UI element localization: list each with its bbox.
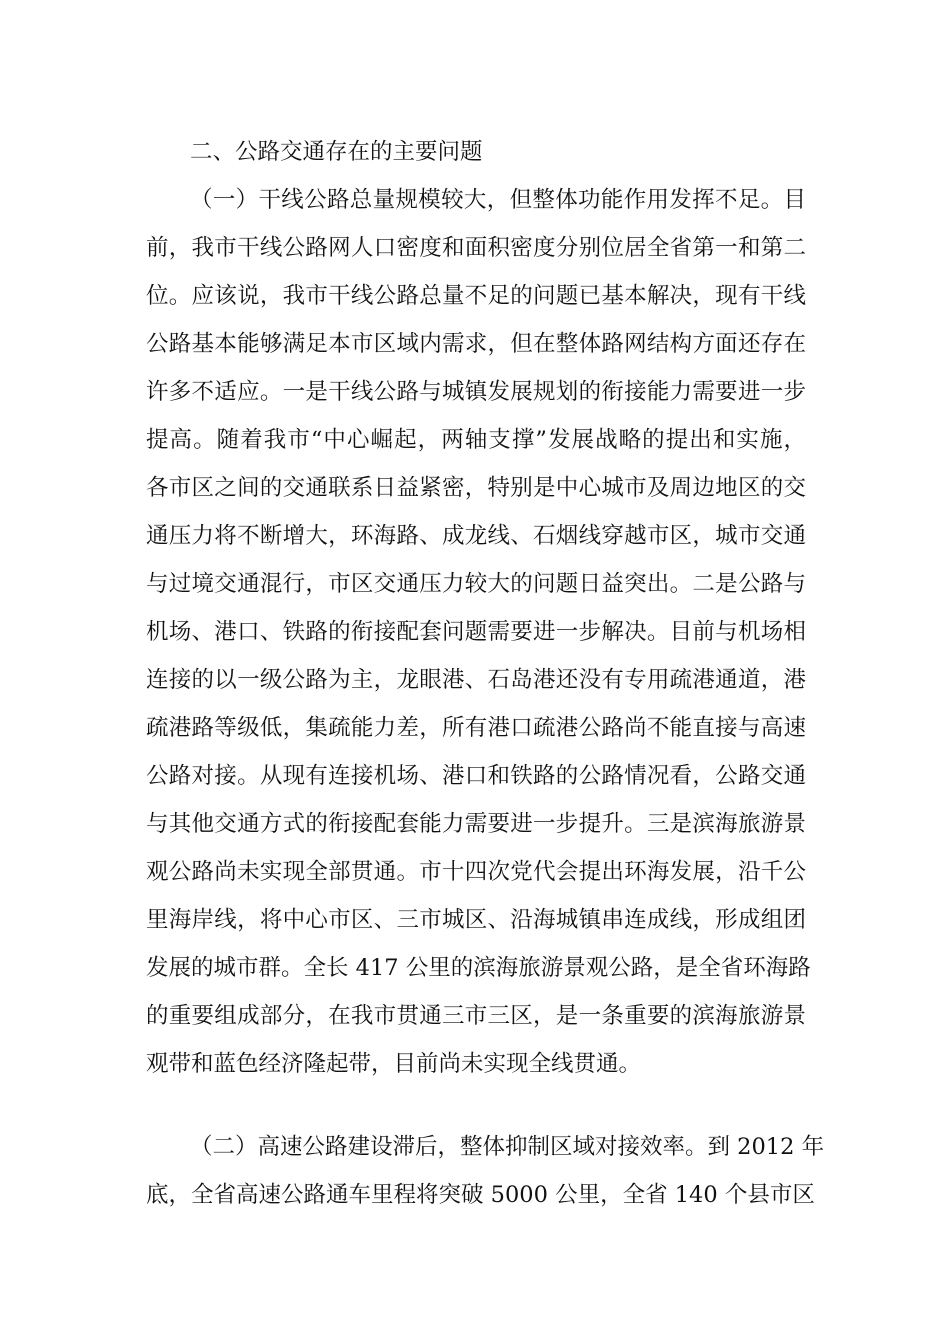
paragraph-line: （一）干线公路总量规模较大，但整体功能作用发挥不足。目 <box>190 187 806 213</box>
paragraph-line: 连接的以一级公路为主，龙眼港、石岛港还没有专用疏港通道，港 <box>146 667 806 693</box>
paragraph-line: 前，我市干线公路网人口密度和面积密度分别位居全省第一和第二 <box>146 235 806 261</box>
paragraph-line: 公路对接。从现有连接机场、港口和铁路的公路情况看，公路交通 <box>146 763 806 789</box>
paragraph-line: 疏港路等级低，集疏能力差，所有港口疏港公路尚不能直接与高速 <box>146 715 806 741</box>
paragraph-line: 许多不适应。一是干线公路与城镇发展规划的衔接能力需要进一步 <box>146 379 806 405</box>
paragraph-line: 各市区之间的交通联系日益紧密，特别是中心城市及周边地区的交 <box>146 475 806 501</box>
paragraph-line: 与过境交通混行，市区交通压力较大的问题日益突出。二是公路与 <box>146 571 806 597</box>
paragraph-line: 机场、港口、铁路的衔接配套问题需要进一步解决。目前与机场相 <box>146 619 806 645</box>
paragraph-line: （二）高速公路建设滞后，整体抑制区域对接效率。到 2012 年 <box>190 1134 825 1160</box>
paragraph-line: 位。应该说，我市干线公路总量不足的问题已基本解决，现有干线 <box>146 283 806 309</box>
paragraph-line: 的重要组成部分，在我市贯通三市三区，是一条重要的滨海旅游景 <box>146 1003 806 1029</box>
paragraph-line: 与其他交通方式的衔接配套能力需要进一步提升。三是滨海旅游景 <box>146 811 806 837</box>
paragraph-line: 发展的城市群。全长 417 公里的滨海旅游景观公路，是全省环海路 <box>146 955 811 981</box>
paragraph-line: 观带和蓝色经济隆起带，目前尚未实现全线贯通。 <box>146 1051 642 1077</box>
paragraph-line: 里海岸线，将中心市区、三市城区、沿海城镇串连成线，形成组团 <box>146 907 806 933</box>
paragraph-line: 公路基本能够满足本市区域内需求，但在整体路网结构方面还存在 <box>146 331 806 357</box>
section-heading: 二、公路交通存在的主要问题 <box>190 139 483 165</box>
paragraph-line: 观公路尚未实现全部贯通。市十四次党代会提出环海发展，沿千公 <box>146 859 806 885</box>
paragraph-line: 底，全省高速公路通车里程将突破 5000 公里，全省 140 个县市区 <box>146 1182 815 1208</box>
paragraph-line: 提高。随着我市“中心崛起，两轴支撑”发展战略的提出和实施， <box>146 427 806 453</box>
paragraph-line: 通压力将不断增大，环海路、成龙线、石烟线穿越市区，城市交通 <box>146 523 806 549</box>
